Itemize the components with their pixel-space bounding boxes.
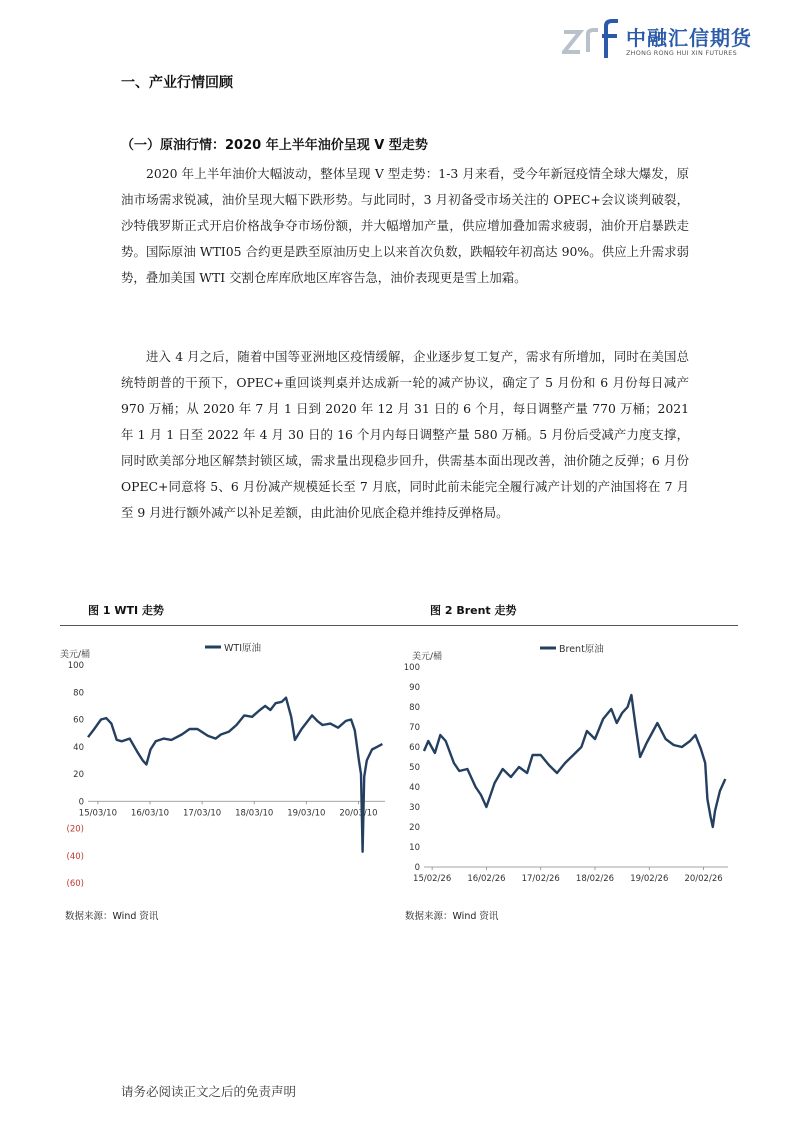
x-tick-label: 20/02/26 [684,874,723,884]
series-line [88,698,382,852]
y-tick-label: 20 [409,823,420,833]
y-tick-label: 70 [409,723,420,733]
figure-caption-wti: 图 1 WTI 走势 [88,604,164,617]
y-tick-label: 0 [414,863,420,873]
x-tick-label: 16/03/10 [130,808,170,819]
wti-price-chart [40,627,392,895]
y-tick-label: 80 [73,688,84,699]
x-tick-label: 18/03/10 [235,808,274,819]
x-tick-label: 20/03/10 [339,808,378,819]
series-line [424,695,725,827]
company-logo [562,18,772,64]
x-tick-label: 19/02/26 [630,874,669,884]
y-tick-label: 80 [409,703,420,713]
x-tick-label: 15/02/26 [413,874,452,884]
brent-price-chart [400,627,740,895]
brent-chart-svg [400,627,740,895]
x-tick-label: 16/02/26 [467,874,506,884]
y-tick-label: 30 [409,803,420,813]
x-tick-label: 18/02/26 [575,874,615,884]
y-tick-label: (20) [66,824,84,835]
wti-chart-svg [40,627,392,895]
x-tick-label: 17/03/10 [183,808,222,819]
body-paragraph: 进入 4 月之后，随着中国等亚洲地区疫情缓解，企业逐步复工复产，需求有所增加，同时在美国总统特朗普的干预下，OPEC+重回谈判桌并达成新一轮的减产协议，确定了 5 月份和 6 月份每日减产 970 万桶；从 2020 年 7 月 1 日到 2020 年 12 月 31 日的 6 个月，每日调整产量 770 万桶；2021 年 1 月 1 日至 2022 年 4 月 30 日的 16 个月内每日调整产量 580 万桶。5 月份后受减产力度支撑，同时欧美部分地区解禁封锁区域，需求量出现稳步回升，供需基本面出现改善，油价随之反弹；6 月份 OPEC+同意将 5、6 月份减产规模延长至 7 月底，同时此前未能完全履行减产计划的产油国将在 7 月至 9 月进行额外减产以补足差额，由此油价见底企稳并维持反弹格局。 [121,349,689,520]
y-tick-label: 40 [409,783,420,793]
y-tick-label: 90 [409,683,420,693]
x-tick-label: 19/03/10 [287,808,326,819]
y-tick-label: 60 [73,715,84,726]
y-axis-label: 美元/桶 [412,652,443,662]
y-tick-label: 50 [409,763,420,773]
legend-label: WTI原油 [224,643,261,654]
logo-chinese-name: 中融汇信期货 [626,26,752,50]
figure-rule [60,625,738,626]
body-paragraph: 2020 年上半年油价大幅波动，整体呈现 V 型走势：1-3 月来看，受今年新冠疫情全球大爆发，原油市场需求锐减，油价呈现大幅下跌形势。与此同时，3 月初备受市场关注的 OPEC+会议谈判破裂，沙特俄罗斯正式开启价格战争夺市场份额，并大幅增加产量，供应增加叠加需求疲弱，油价开启暴跌走势。国际原油 WTI05 合约更是跌至原油历史上以来首次负数，跌幅较年初高达 90%。供应上升需求弱势，叠加美国 WTI 交割仓库库欣地区库容告急，油价表现更是雪上加霜。 [121,166,689,285]
section-title: 一、产业行情回顾 [121,75,233,91]
y-tick-label: 10 [409,843,420,853]
x-tick-label: 15/03/10 [78,808,117,819]
y-tick-label: 100 [403,663,420,673]
legend-label: Brent原油 [559,644,604,655]
footer-disclaimer: 请务必阅读正文之后的免责声明 [121,1084,297,1099]
logo-english-name: ZHONG RONG HUI XIN FUTURES [626,49,737,57]
subsection-title: （一）原油行情：2020 年上半年油价呈现 V 型走势 [121,138,428,153]
y-tick-label: 100 [67,661,84,671]
figure-source-wti: 数据来源：Wind 资讯 [65,911,159,922]
y-tick-label: 40 [73,742,84,753]
y-tick-label: 20 [73,770,84,780]
zrf-logo-mark [562,18,620,60]
y-tick-label: 60 [409,743,420,753]
y-tick-label: 0 [78,797,84,808]
y-axis-label: 美元/桶 [60,650,91,660]
y-tick-label: (40) [66,851,84,862]
y-tick-label: (60) [66,879,84,889]
x-tick-label: 17/02/26 [521,874,560,884]
figure-source-brent: 数据来源：Wind 资讯 [405,911,499,922]
figure-caption-brent: 图 2 Brent 走势 [430,604,517,617]
